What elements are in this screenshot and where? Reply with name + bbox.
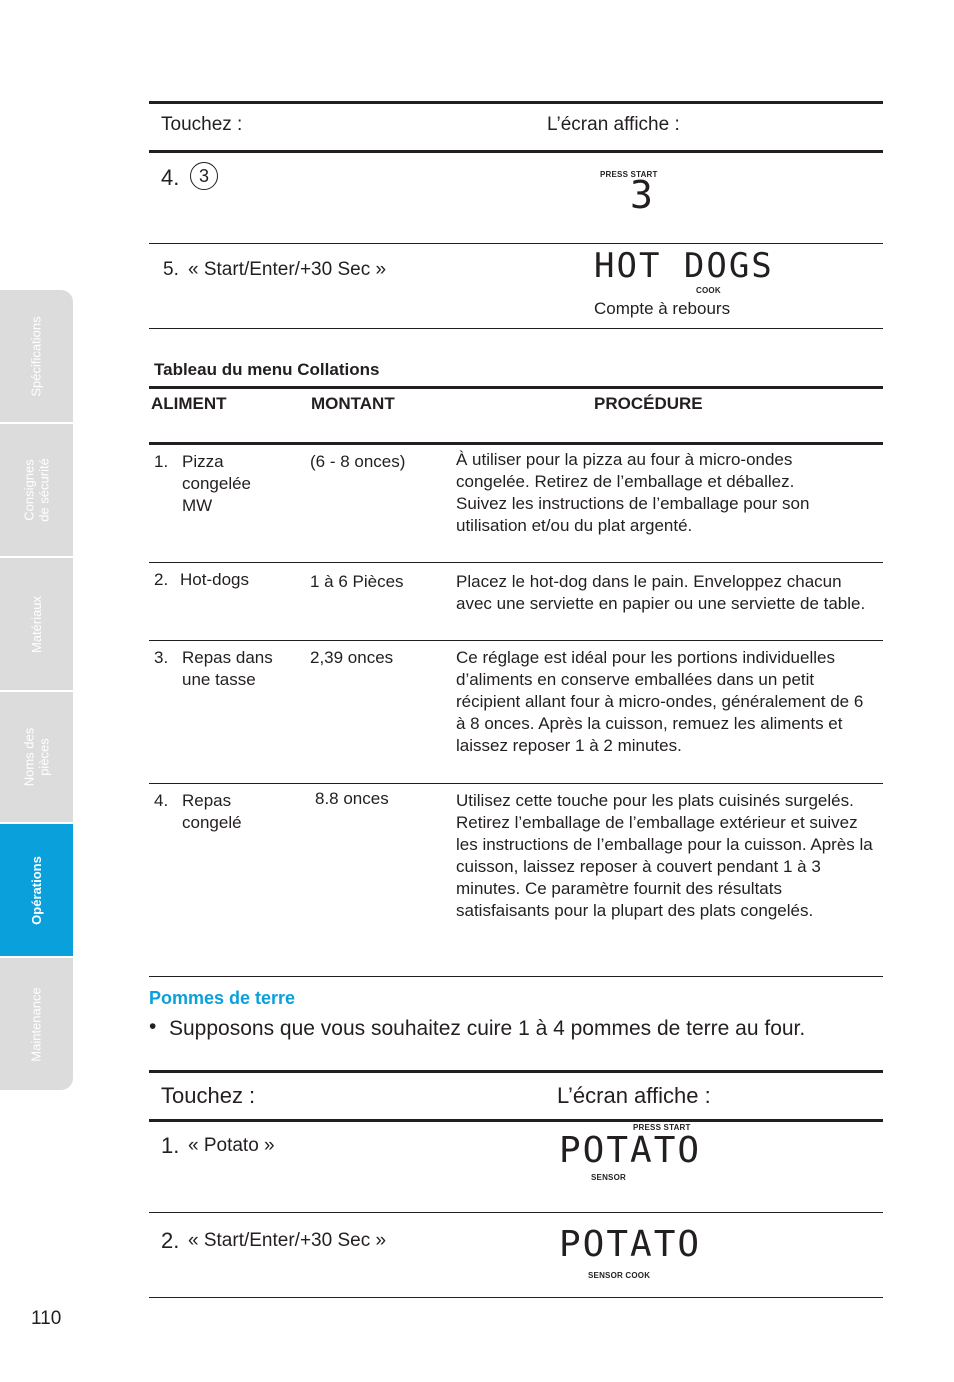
display-indicator: SENSOR <box>591 1173 626 1182</box>
procedure: Ce réglage est idéal pour les portions individuelles d’aliments en conserve emballées dans un petit récipient allant four à micro-ondes, généralement de 6 à 8 onces. Après la cuisson, remuez les aliments et laissez reposer 1 à 2 minutes. <box>456 648 864 755</box>
row-divider <box>149 562 883 563</box>
tab-label: Noms des pièces <box>21 727 52 787</box>
key-3-button <box>190 162 218 190</box>
tab-label: Maintenance <box>29 986 45 1062</box>
tab-operations[interactable] <box>0 824 73 958</box>
food-name: Repas dans une tasse <box>182 648 273 689</box>
amount: 8.8 onces <box>315 789 389 808</box>
amount: (6 - 8 onces) <box>310 452 406 471</box>
procedure: Placez le hot-dog dans le pain. Enveloppez chacun avec une serviette en papier ou une serviette de table. <box>456 572 866 613</box>
row-number: 2. <box>154 570 169 589</box>
step-key: « Potato » <box>188 1135 275 1156</box>
row-number: 1. <box>154 452 169 471</box>
table-top-rule <box>149 101 883 104</box>
col-header-amount: MONTANT <box>311 394 395 413</box>
procedure: À utiliser pour la pizza au four à micro-ondes congelée. Retirez de l’emballage et déballez. Suivez les instructions de l’emballage pour son utilisation et/ou du plat argenté. <box>456 450 810 535</box>
tab-maintenance[interactable] <box>0 958 73 1090</box>
step-number: 5. <box>163 259 179 280</box>
food-name: Pizza congelée MW <box>182 452 252 515</box>
amount: 1 à 6 Pièces <box>310 572 404 591</box>
table-top-rule <box>149 386 883 389</box>
row-divider <box>149 243 883 244</box>
display-indicator: PRESS START <box>600 170 658 179</box>
row-divider <box>149 328 883 329</box>
row-divider <box>149 1212 883 1213</box>
col-header-touch: Touchez : <box>161 1083 256 1108</box>
tab-specifications[interactable] <box>0 290 73 424</box>
tab-label: Spécifications <box>29 315 44 397</box>
tab-materials[interactable] <box>0 558 73 692</box>
key-label: 3 <box>198 165 209 186</box>
display-caption: Compte à rebours <box>594 299 731 318</box>
table-header-rule <box>149 1119 883 1122</box>
step-number: 4. <box>161 165 180 190</box>
step-number: 2. <box>161 1228 180 1253</box>
table-header-rule <box>149 150 883 153</box>
step-number: 1. <box>161 1133 180 1158</box>
bullet-text: Supposons que vous souhaitez cuire 1 à 4 pommes de terre au four. <box>169 1017 806 1040</box>
tab-label: Matériaux <box>28 595 44 653</box>
display-readout: POTATO <box>559 1130 702 1171</box>
tab-part-names[interactable] <box>0 692 73 824</box>
procedure: Utilisez cette touche pour les plats cuisinés surgelés. Retirez l’emballage de l’emballage extérieur et suivez les instructions de l’emballage pour la cuisson. Après la cuisson, laissez reposer à couvert pendant 1 à 3 minutes. Ce paramètre fournit des résultats satisfaisants pour la plupart des plats congelés. <box>456 791 873 920</box>
table-top-rule <box>149 1070 883 1073</box>
display-readout: 3 <box>630 173 655 217</box>
tab-label: Consignes de sécurité <box>21 458 52 522</box>
tab-safety[interactable] <box>0 424 73 558</box>
step-key: « Start/Enter/+30 Sec » <box>188 259 387 280</box>
table-title: Tableau du menu Collations <box>154 360 380 379</box>
tab-label: Opérations <box>29 855 44 925</box>
row-divider <box>149 783 883 784</box>
section-heading: Pommes de terre <box>149 988 296 1008</box>
amount: 2,39 onces <box>310 648 394 667</box>
col-header-touch: Touchez : <box>161 114 243 135</box>
display-readout: HOT DOGS <box>594 246 774 286</box>
food-name: Hot-dogs <box>180 570 249 589</box>
row-divider <box>149 640 883 641</box>
side-navigation <box>0 290 73 1090</box>
col-header-food: ALIMENT <box>151 394 227 413</box>
col-header-display: L’écran affiche : <box>547 114 680 135</box>
display-indicator: SENSOR COOK <box>588 1271 651 1280</box>
row-divider <box>149 1297 883 1298</box>
bullet-marker: • <box>149 1015 157 1038</box>
display-readout: POTATO <box>559 1224 702 1265</box>
col-header-display: L’écran affiche : <box>557 1083 711 1108</box>
step-key: « Start/Enter/+30 Sec » <box>188 1230 387 1251</box>
food-name: Repas congelé <box>182 791 242 832</box>
display-indicator: COOK <box>696 286 721 295</box>
row-number: 3. <box>154 648 169 667</box>
display-indicator: PRESS START <box>633 1123 691 1132</box>
col-header-procedure: PROCÉDURE <box>594 394 703 413</box>
row-divider <box>149 976 883 977</box>
table-header-rule <box>149 442 883 445</box>
row-number: 4. <box>154 791 169 810</box>
page-number: 110 <box>31 1308 62 1329</box>
